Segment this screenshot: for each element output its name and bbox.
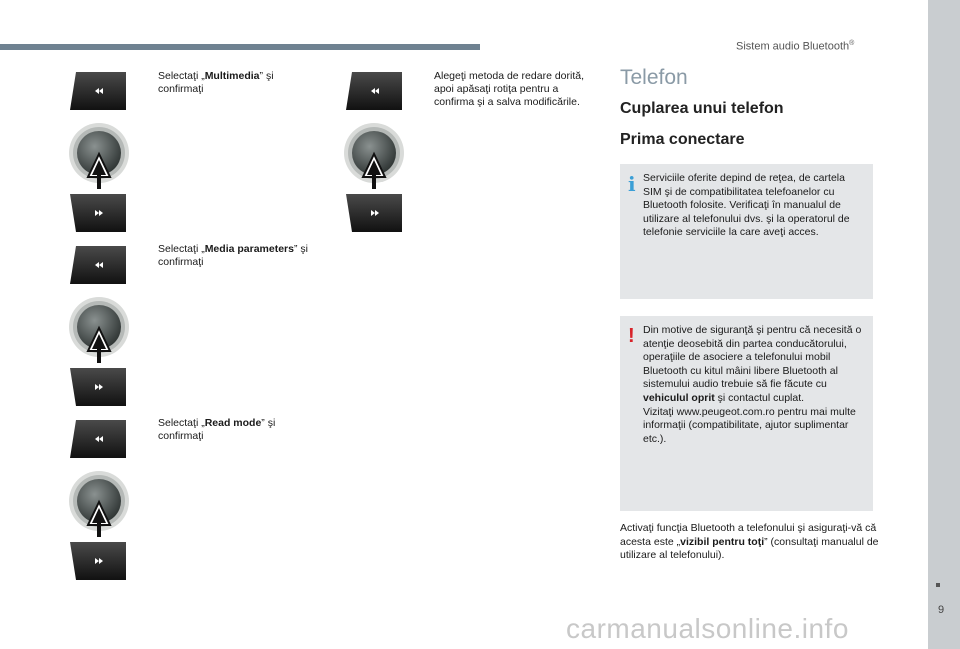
forward-button-icon — [68, 540, 128, 582]
rewind-button-icon — [68, 418, 128, 460]
rotary-knob-press-icon — [68, 296, 130, 364]
forward-button-icon — [68, 366, 128, 408]
rewind-button-icon — [68, 244, 128, 286]
forward-button-icon — [344, 192, 404, 234]
activate-bluetooth-text: Activaţi funcţia Bluetooth a telefonului şi asiguraţi-vă că acesta este „vizibil pentru toţi” (consultaţi manualul de utilizare al telefonului). — [620, 522, 879, 562]
page-edge-strip — [928, 0, 960, 649]
header-bar — [0, 44, 480, 50]
warning-icon: ! — [628, 325, 635, 347]
info-box — [620, 164, 873, 299]
warning-box — [620, 316, 873, 511]
rotary-knob-press-icon — [68, 122, 130, 190]
rotary-knob-press-icon — [68, 470, 130, 538]
step-select-read-mode: Selectaţi „Read mode” şi confirmaţi — [158, 417, 276, 442]
page-number: 9 — [938, 604, 945, 616]
step-select-media-parameters: Selectaţi „Media parameters” şi confirmaţi — [158, 243, 308, 268]
warning-text: Din motive de siguranţă şi pentru că necesită o atenţie deosebită din partea conducătorului, operaţiile de asociere a telefonului mobil Bluetooth cu kitul mâini libere Bluetooth al sistemului audio trebuie să fie făcute cu vehiculul oprit şi contactul cuplat. Vizitaţi www.peugeot.com.ro pentru mai multe informaţii (compatibilitate, ajutor suplimentar etc.). — [643, 324, 862, 445]
rewind-button-icon — [344, 70, 404, 112]
step-choose-mode: Alegeţi metoda de redare dorită, apoi apăsaţi rotiţa pentru a confirma şi a salva modificările. — [434, 70, 585, 108]
chapter-title: Sistem audio Bluetooth® — [736, 40, 855, 53]
subtitle-pairing: Cuplarea unui telefon — [620, 100, 784, 117]
forward-button-icon — [68, 192, 128, 234]
watermark: carmanualsonline.info — [566, 613, 849, 644]
info-text: Serviciile oferite depind de reţea, de cartela SIM şi de compatibilitatea telefoanelor cu Bluetooth folosite. Verificaţi în manualul de utilizare al telefonului dvs. şi la operatorul de telefonie serviciile la care aveţi acces. — [643, 172, 850, 239]
step-select-multimedia: Selectaţi „Multimedia” şi confirmaţi — [158, 70, 274, 95]
info-icon: i — [628, 172, 636, 196]
continued-marker — [936, 583, 940, 587]
rewind-button-icon — [68, 70, 128, 112]
section-title: Telefon — [620, 66, 688, 89]
subtitle-first-connection: Prima conectare — [620, 131, 745, 148]
rotary-knob-press-icon — [343, 122, 405, 190]
